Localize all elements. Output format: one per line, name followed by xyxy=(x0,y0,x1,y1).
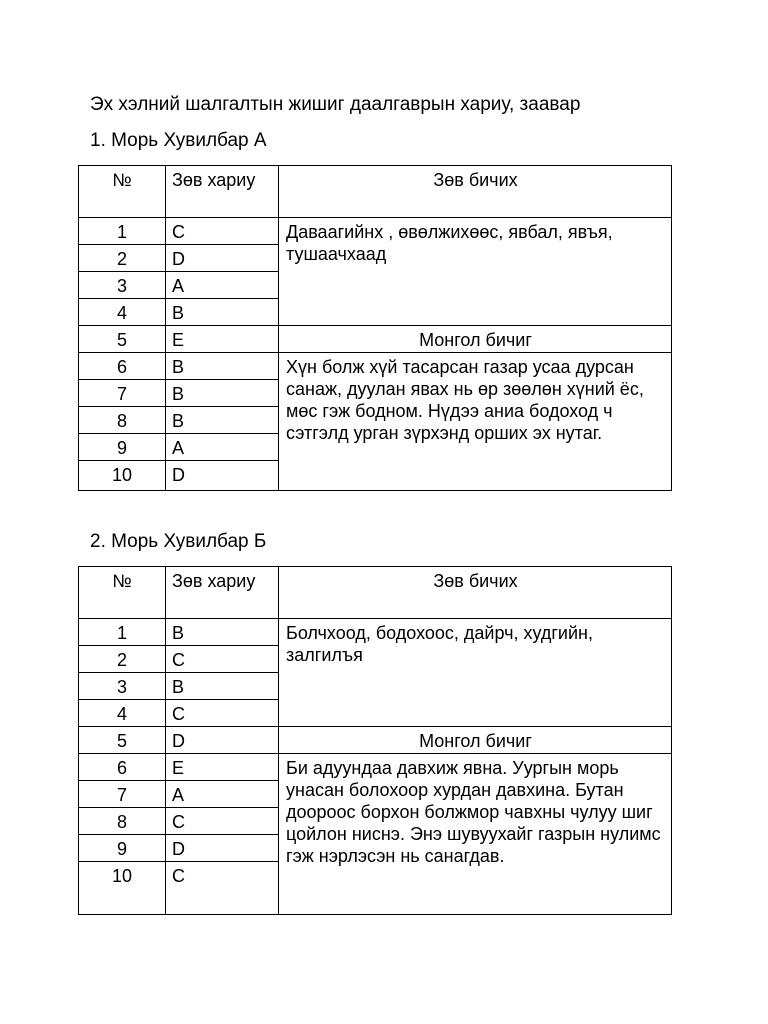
mongol-script-heading: Монгол бичиг xyxy=(279,727,672,754)
mongol-script-heading: Монгол бичиг xyxy=(279,326,672,353)
answer-table-b xyxy=(78,566,672,915)
row-number: 1 xyxy=(79,619,166,646)
col-header-number: № xyxy=(79,567,166,619)
row-number: 9 xyxy=(79,434,166,461)
correct-writing-words: Болчхоод, бодохоос, дайрч, худгийн, залгилъя xyxy=(279,619,672,727)
row-number: 6 xyxy=(79,353,166,380)
row-number: 3 xyxy=(79,272,166,299)
row-number: 6 xyxy=(79,754,166,781)
row-answer: D xyxy=(166,245,279,272)
row-number: 3 xyxy=(79,673,166,700)
row-answer: C xyxy=(166,218,279,245)
row-answer: A xyxy=(166,272,279,299)
mongol-script-text: Би адуундаа давхиж явна. Уургын морь унасан болохоор хурдан давхина. Бутан доороос борхон болжмор чавхны чулуу шиг цойлон ниснэ. Энэ шувуухайг газрын нулимс гэж нэрлэсэн нь санагдав. xyxy=(279,754,672,915)
row-answer: D xyxy=(166,461,279,491)
correct-writing-words: Даваагийнх , өвөлжихөөс, явбал, явъя, тушаачхаад xyxy=(279,218,672,326)
row-answer: B xyxy=(166,380,279,407)
row-number: 1 xyxy=(79,218,166,245)
row-answer: E xyxy=(166,326,279,353)
col-header-answer: Зөв хариу xyxy=(166,567,279,619)
row-number: 8 xyxy=(79,808,166,835)
row-answer: B xyxy=(166,407,279,434)
row-answer: A xyxy=(166,434,279,461)
row-answer: B xyxy=(166,619,279,646)
row-answer: A xyxy=(166,781,279,808)
row-number: 4 xyxy=(79,700,166,727)
row-answer: C xyxy=(166,646,279,673)
answer-table-a xyxy=(78,165,672,491)
row-answer: B xyxy=(166,299,279,326)
row-answer: C xyxy=(166,862,279,915)
col-header-number: № xyxy=(79,166,166,218)
row-number: 10 xyxy=(79,862,166,915)
row-answer: D xyxy=(166,835,279,862)
section-a-heading: 1. Морь Хувилбар А xyxy=(90,130,267,151)
row-answer: B xyxy=(166,673,279,700)
row-number: 2 xyxy=(79,245,166,272)
col-header-answer: Зөв хариу xyxy=(166,166,279,218)
row-answer: C xyxy=(166,808,279,835)
row-number: 8 xyxy=(79,407,166,434)
row-number: 7 xyxy=(79,781,166,808)
row-number: 9 xyxy=(79,835,166,862)
row-number: 10 xyxy=(79,461,166,491)
row-answer: B xyxy=(166,353,279,380)
mongol-script-text: Хүн болж хүй тасарсан газар усаа дурсан санаж, дуулан явах нь өр зөөлөн хүний ёс, мөс гэж бодном. Нүдээ аниа бодоход ч сэтгэлд урган зүрхэнд орших эх нутаг. xyxy=(279,353,672,491)
row-number: 7 xyxy=(79,380,166,407)
row-answer: D xyxy=(166,727,279,754)
row-number: 2 xyxy=(79,646,166,673)
row-number: 5 xyxy=(79,727,166,754)
row-number: 5 xyxy=(79,326,166,353)
row-answer: C xyxy=(166,700,279,727)
document-title: Эх хэлний шалгалтын жишиг даалгаврын хариу, заавар xyxy=(90,94,581,115)
row-answer: E xyxy=(166,754,279,781)
col-header-write: Зөв бичих xyxy=(279,567,672,619)
section-b-heading: 2. Морь Хувилбар Б xyxy=(90,531,267,552)
col-header-write: Зөв бичих xyxy=(279,166,672,218)
row-number: 4 xyxy=(79,299,166,326)
